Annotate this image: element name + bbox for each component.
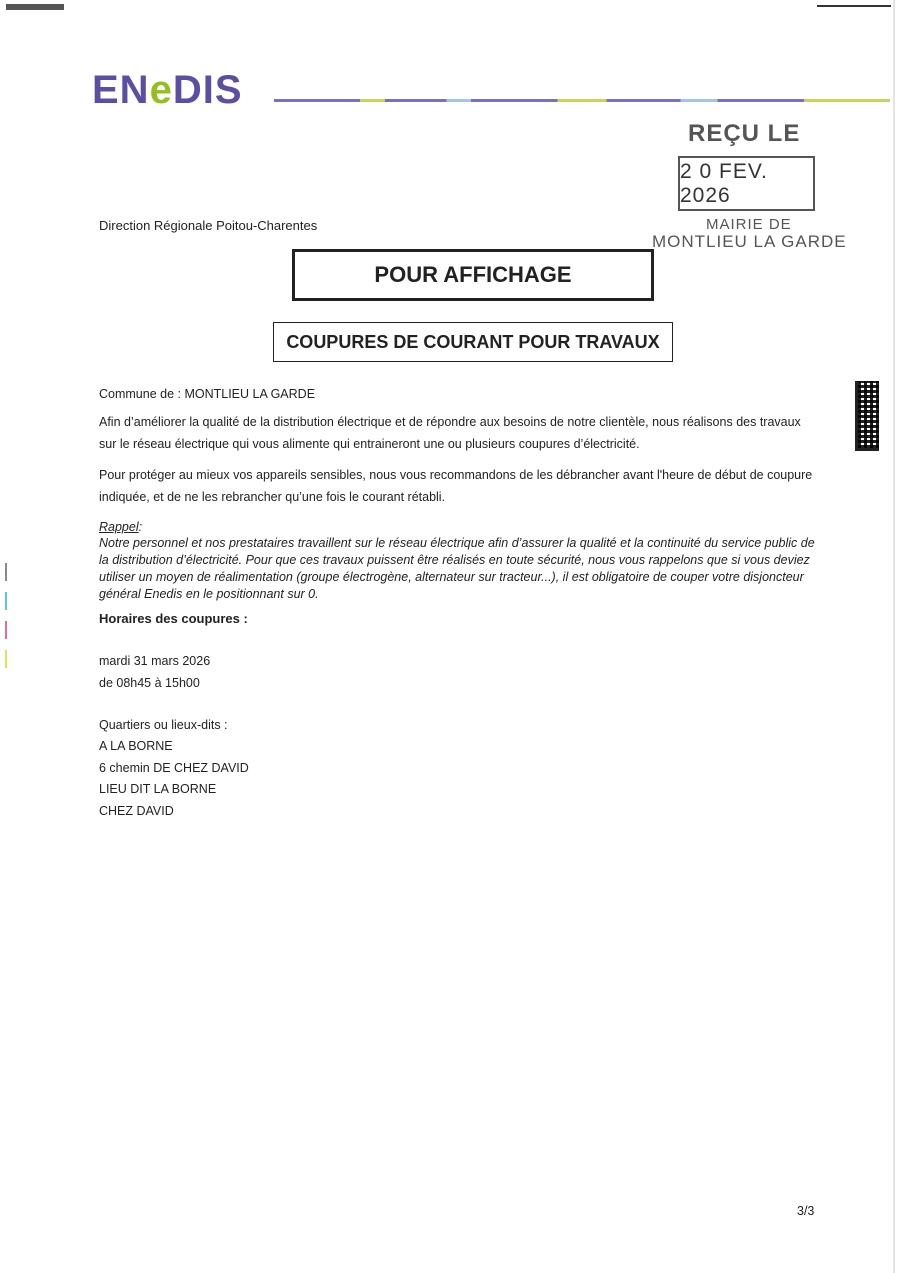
scan-mark: [5, 621, 7, 639]
list-item: CHEZ DAVID: [99, 803, 174, 818]
stamp-mairie: MAIRIE DE: [706, 216, 792, 233]
schedule-date: mardi 31 mars 2026: [99, 654, 211, 668]
logo-text: EN: [92, 68, 150, 112]
datamatrix-code: [855, 381, 879, 451]
list-item: A LA BORNE: [99, 739, 173, 753]
rappel-label: [99, 520, 142, 534]
scan-mark: [5, 650, 7, 668]
schedule-time: de 08h45 à 15h00: [99, 676, 200, 690]
advice-paragraph: Pour protéger au mieux vos appareils sensibles, nous vous recommandons de les débrancher avant l'heure de début de coupure indiquée, et de ne les rebrancher qu’une fois le courant rétabli.: [99, 468, 813, 504]
page-number: 3/3: [797, 1204, 815, 1218]
scan-mark: [5, 592, 7, 610]
stamp-received: REÇU LE: [688, 120, 801, 147]
scan-mark: [5, 563, 7, 581]
header-rule: [274, 99, 890, 102]
scan-mark: [817, 5, 891, 7]
logo-text: e: [149, 68, 173, 112]
quartiers-list: [99, 736, 249, 822]
title-box: POUR AFFICHAGE: [292, 249, 654, 301]
scan-edge: [893, 0, 895, 1273]
schedule-title: Horaires des coupures :: [99, 611, 248, 626]
stamp-town: MONTLIEU LA GARDE: [652, 232, 847, 251]
rappel-label-text: Rappel: [99, 520, 139, 534]
enedis-logo: [92, 68, 243, 113]
list-item: 6 chemin DE CHEZ DAVID: [99, 760, 249, 775]
commune-line: Commune de : MONTLIEU LA GARDE: [99, 387, 316, 401]
scan-mark: [6, 4, 64, 10]
rappel-colon: :: [138, 520, 143, 534]
direction-label: Direction Régionale Poitou-Charentes: [99, 218, 318, 233]
logo-text: DIS: [172, 68, 243, 112]
rappel-text: Notre personnel et nos prestataires travaillent sur le réseau électrique afin d’assurer la qualité et la continuité du service public de la distribution d’électricité. Pour que ces travaux puissent être réalisés en toute sécurité, nous vous rappelons que si vous deviez utiliser un moyen de réalimentation (groupe électrogène, alternateur sur tracteur...), il est obligatoire de couper votre disjoncteur général Enedis en le positionnant sur 0.: [99, 536, 815, 601]
stamp-date: 2 0 FEV. 2026: [678, 156, 815, 211]
quartiers-title: Quartiers ou lieux-dits :: [99, 718, 228, 732]
list-item: LIEU DIT LA BORNE: [99, 782, 217, 796]
intro-paragraph: Afin d’améliorer la qualité de la distribution électrique et de répondre aux besoins de notre clientèle, nous réalisons des travaux sur le réseau électrique qui vous alimente qui entraineront une ou plusieurs coupures d’électricité.: [99, 415, 801, 451]
subtitle-box: COUPURES DE COURANT POUR TRAVAUX: [273, 322, 673, 362]
